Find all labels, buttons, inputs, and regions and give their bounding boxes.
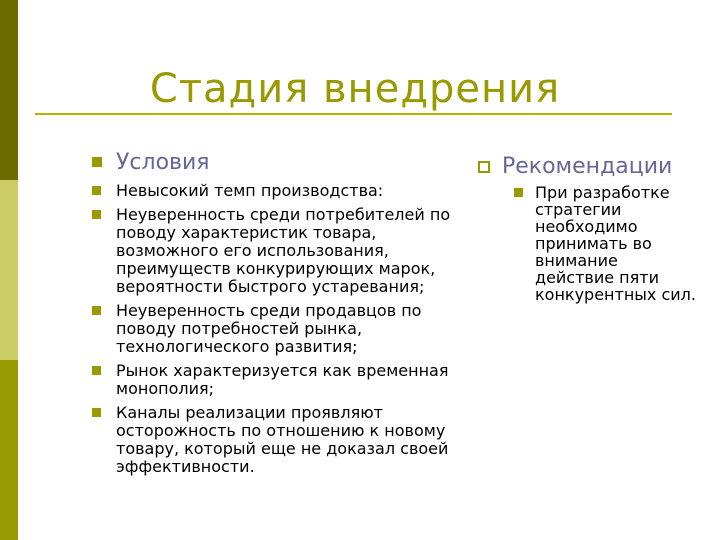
condition-item-text: Каналы реализации проявляют осторожность по отношению к новому товару, который еще не доказал своей эффективности. — [116, 403, 449, 476]
decorative-sidebar — [0, 0, 18, 540]
condition-item-text: Неуверенность среди продавцов по поводу потребностей рынка, технологического развития; — [116, 301, 422, 356]
condition-item — [92, 362, 462, 398]
sidebar-block-light — [0, 180, 18, 360]
recommendations-heading-text: Рекомендации — [502, 154, 673, 179]
sidebar-block-dark — [0, 0, 18, 180]
conditions-column — [92, 148, 462, 476]
recommendation-item — [514, 184, 698, 303]
square-bullet-icon — [92, 157, 102, 167]
square-bullet-icon — [92, 306, 101, 315]
condition-item-text: Рынок характеризуется как временная монополия; — [116, 361, 449, 398]
recommendations-list — [478, 184, 698, 303]
square-bullet-icon — [514, 188, 523, 197]
square-bullet-icon — [92, 186, 101, 195]
condition-item-text: Невысокий темп производства: — [116, 181, 384, 200]
recommendations-column — [478, 152, 698, 303]
square-bullet-icon — [92, 366, 101, 375]
square-bullet-icon — [92, 408, 101, 417]
conditions-heading — [92, 148, 462, 178]
slide-title: Стадия внедрения — [149, 66, 561, 112]
recommendation-item-text: При разработке стратегии необходимо принимать во внимание действие пяти конкурентных сил. — [535, 183, 696, 304]
title-underline — [35, 113, 672, 115]
condition-item — [92, 182, 462, 200]
condition-item-text: Неуверенность среди потребителей по поводу характеристик товара, возможного его использования, преимуществ конкурирующих марок, вероятности быстрого устаревания; — [116, 205, 451, 296]
recommendations-heading — [478, 152, 698, 182]
condition-item — [92, 302, 462, 356]
sidebar-block-olive — [0, 360, 18, 540]
condition-item — [92, 206, 462, 296]
square-bullet-icon — [92, 210, 101, 219]
condition-item — [92, 404, 462, 476]
hollow-square-bullet-icon — [478, 161, 490, 173]
conditions-heading-text: Условия — [116, 150, 210, 175]
